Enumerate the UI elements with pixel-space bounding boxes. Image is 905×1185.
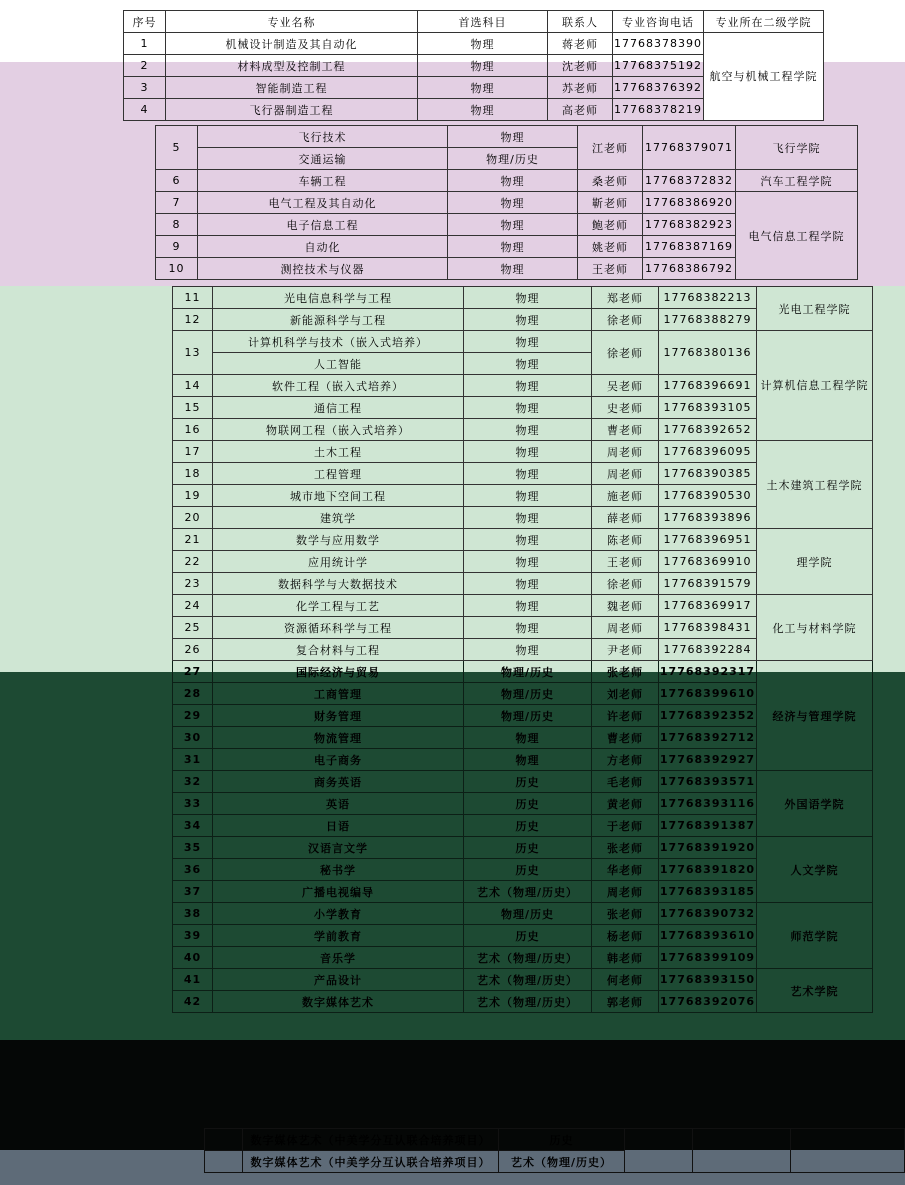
table-row: 29 财务管理 物理/历史 许老师 17768392352 [173, 705, 873, 727]
college-cell: 师范学院 [757, 903, 873, 969]
header-college: 专业所在二级学院 [704, 11, 824, 33]
table-row: 9 自动化 物理 姚老师 17768387169 [156, 236, 858, 258]
table-row: 36 秘书学 历史 华老师 17768391820 [173, 859, 873, 881]
table-row: 5 飞行技术 物理 江老师 17768379071 飞行学院 [156, 126, 858, 148]
college-cell: 理学院 [757, 529, 873, 595]
table-row: 39 学前教育 历史 杨老师 17768393610 [173, 925, 873, 947]
table-section-b [155, 125, 858, 280]
table-row: 23 数据科学与大数据技术 物理 徐老师 17768391579 [173, 573, 873, 595]
table-row: 15 通信工程 物理 史老师 17768393105 [173, 397, 873, 419]
college-cell: 艺术学院 [757, 969, 873, 1013]
table-row: 数字媒体艺术（中美学分互认联合培养项目） 艺术（物理/历史） [205, 1151, 905, 1173]
college-cell: 飞行学院 [736, 126, 858, 170]
table-row: 28 工商管理 物理/历史 刘老师 17768399610 [173, 683, 873, 705]
table-row: 40 音乐学 艺术（物理/历史） 韩老师 17768399109 [173, 947, 873, 969]
table-row: 20 建筑学 物理 薛老师 17768393896 [173, 507, 873, 529]
table-row: 16 物联网工程（嵌入式培养） 物理 曹老师 17768392652 [173, 419, 873, 441]
college-cell: 化工与材料学院 [757, 595, 873, 661]
table-row: 11 光电信息科学与工程 物理 郑老师 17768382213 光电工程学院 [173, 287, 873, 309]
header-contact: 联系人 [548, 11, 613, 33]
table-row: 19 城市地下空间工程 物理 施老师 17768390530 [173, 485, 873, 507]
table-row: 41 产品设计 艺术（物理/历史） 何老师 17768393150 艺术学院 [173, 969, 873, 991]
college-cell: 人文学院 [757, 837, 873, 903]
header-no: 序号 [124, 11, 166, 33]
table-row: 数字媒体艺术（中美学分互认联合培养项目） 历史 [205, 1129, 905, 1151]
table-row: 30 物流管理 物理 曹老师 17768392712 [173, 727, 873, 749]
table-row: 32 商务英语 历史 毛老师 17768393571 外国语学院 [173, 771, 873, 793]
header-phone: 专业咨询电话 [613, 11, 704, 33]
table-section-c [172, 286, 873, 1013]
college-cell: 光电工程学院 [757, 287, 873, 331]
college-cell: 经济与管理学院 [757, 661, 873, 771]
table-row: 12 新能源科学与工程 物理 徐老师 17768388279 [173, 309, 873, 331]
table-row: 24 化学工程与工艺 物理 魏老师 17768369917 化工与材料学院 [173, 595, 873, 617]
table-row: 10 测控技术与仪器 物理 王老师 17768386792 [156, 258, 858, 280]
college-cell: 航空与机械工程学院 [704, 33, 824, 121]
table-row: 21 数学与应用数学 物理 陈老师 17768396951 理学院 [173, 529, 873, 551]
table-row: 人工智能 物理 [173, 353, 873, 375]
table-row: 34 日语 历史 于老师 17768391387 [173, 815, 873, 837]
table-row: 交通运输 物理/历史 [156, 148, 858, 170]
table-row: 17 土木工程 物理 周老师 17768396095 土木建筑工程学院 [173, 441, 873, 463]
table-row: 26 复合材料与工程 物理 尹老师 17768392284 [173, 639, 873, 661]
college-cell: 电气信息工程学院 [736, 192, 858, 280]
table-row: 33 英语 历史 黄老师 17768393116 [173, 793, 873, 815]
table-bottom-section [204, 1128, 905, 1173]
college-cell: 汽车工程学院 [736, 170, 858, 192]
header-subject: 首选科目 [418, 11, 548, 33]
table-row: 13 计算机科学与技术（嵌入式培养） 物理 徐老师 17768380136 计算机信息工程学院 [173, 331, 873, 353]
table-row: 22 应用统计学 物理 王老师 17768369910 [173, 551, 873, 573]
table-row: 35 汉语言文学 历史 张老师 17768391920 人文学院 [173, 837, 873, 859]
table-row: 8 电子信息工程 物理 鲍老师 17768382923 [156, 214, 858, 236]
college-cell: 土木建筑工程学院 [757, 441, 873, 529]
table-row: 31 电子商务 物理 方老师 17768392927 [173, 749, 873, 771]
table-row: 37 广播电视编导 艺术（物理/历史） 周老师 17768393185 [173, 881, 873, 903]
table-row: 3 智能制造工程 物理 苏老师 17768376392 [124, 77, 824, 99]
table-row: 6 车辆工程 物理 桑老师 17768372832 汽车工程学院 [156, 170, 858, 192]
table-header-row [124, 11, 824, 33]
table-row: 14 软件工程（嵌入式培养） 物理 吴老师 17768396691 [173, 375, 873, 397]
table-row: 1 机械设计制造及其自动化 物理 蒋老师 17768378390 航空与机械工程学院 [124, 33, 824, 55]
college-cell: 外国语学院 [757, 771, 873, 837]
table-header-section [123, 10, 824, 121]
table-row: 2 材料成型及控制工程 物理 沈老师 17768375192 [124, 55, 824, 77]
table-row: 42 数字媒体艺术 艺术（物理/历史） 郭老师 17768392076 [173, 991, 873, 1013]
table-row: 25 资源循环科学与工程 物理 周老师 17768398431 [173, 617, 873, 639]
table-row: 27 国际经济与贸易 物理/历史 张老师 17768392317 经济与管理学院 [173, 661, 873, 683]
table-row: 38 小学教育 物理/历史 张老师 17768390732 师范学院 [173, 903, 873, 925]
table-row: 4 飞行器制造工程 物理 高老师 17768378219 [124, 99, 824, 121]
college-cell: 计算机信息工程学院 [757, 331, 873, 441]
header-major: 专业名称 [166, 11, 418, 33]
table-row: 18 工程管理 物理 周老师 17768390385 [173, 463, 873, 485]
table-row: 7 电气工程及其自动化 物理 靳老师 17768386920 电气信息工程学院 [156, 192, 858, 214]
